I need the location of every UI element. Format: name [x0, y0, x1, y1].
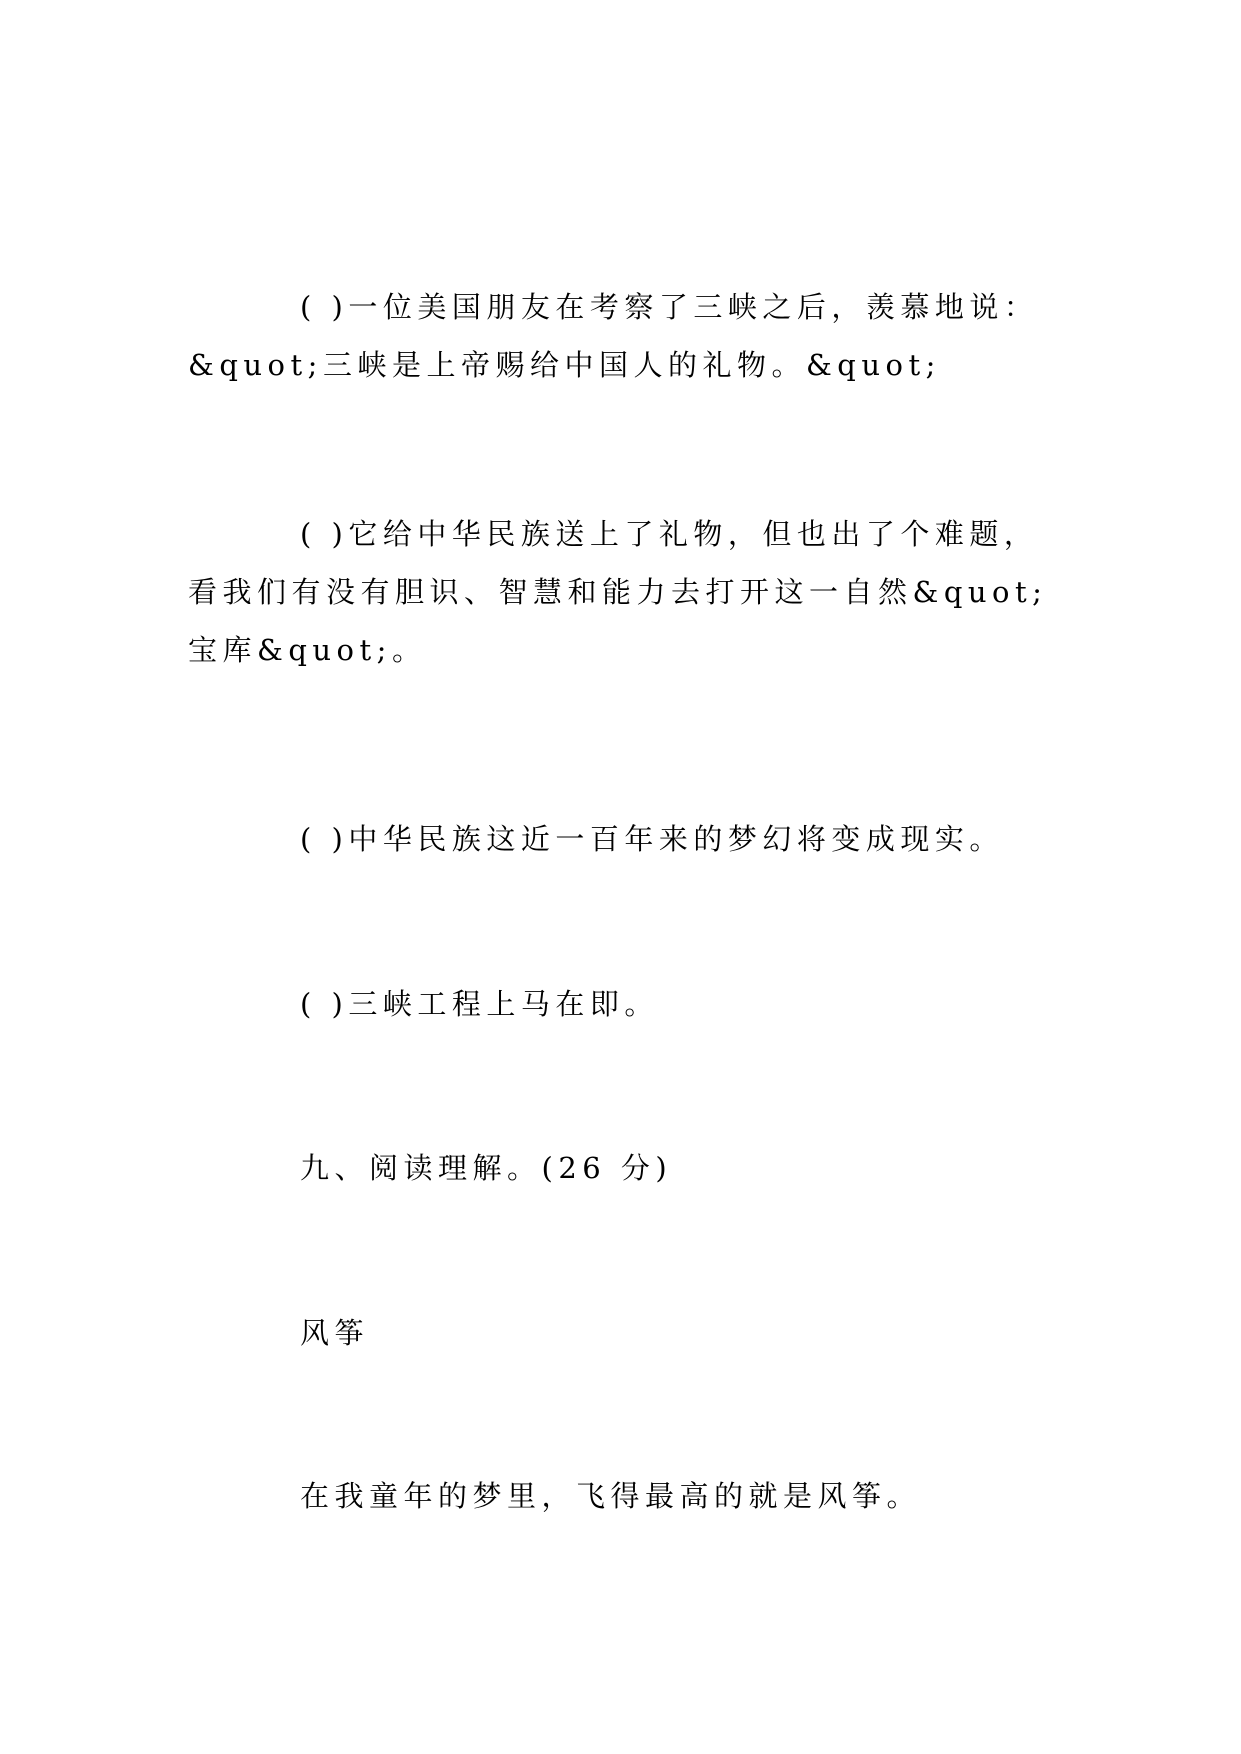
- paragraph-question-option-2: ( )它给中华民族送上了礼物，但也出了个难题，看我们有没有胆识、智慧和能力去打开这一自然&quot;宝库&quot;。: [188, 517, 1048, 667]
- paragraph-question-option-3: ( )中华民族这近一百年来的梦幻将变成现实。: [300, 822, 1004, 856]
- paragraph-question-option-4: ( )三峡工程上马在即。: [300, 987, 659, 1021]
- paragraph-question-option-1: ( )一位美国朋友在考察了三峡之后，羡慕地说：&quot;三峡是上帝赐给中国人的礼物。&quot;: [188, 290, 1039, 382]
- section-heading: 九、阅读理解。(26 分): [300, 1151, 673, 1185]
- reading-title: 风筝: [300, 1316, 370, 1350]
- reading-first-paragraph: 在我童年的梦里，飞得最高的就是风筝。: [300, 1479, 922, 1513]
